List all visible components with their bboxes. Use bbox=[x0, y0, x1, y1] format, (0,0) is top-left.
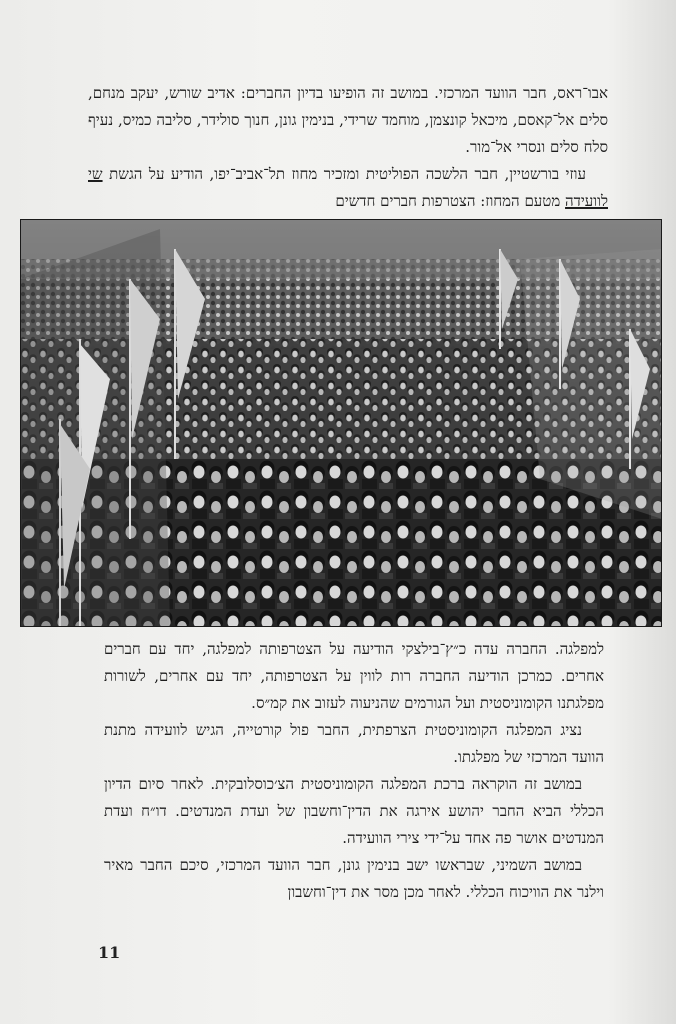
crowd-photo-graphic bbox=[20, 219, 662, 627]
paragraph: אבו־ראס, חבר הוועד המרכזי. במושב זה הופיעו בדיון החברים: אדיב שורש, יעקב מנחם, סלים אל־קאסם, מיכאל קונצמן, מוחמד שרידי, בנימין גונן, חנוך סולידר, סליבה כמיס, נעיף סלח סלים ונסרי אל־מור. bbox=[88, 84, 608, 156]
underlined-phrase: שי לוועידה bbox=[88, 165, 608, 210]
paragraph: נציג המפלגה הקומוניסטית הצרפתית, החבר פול קורטייה, הגיש לוועידה מתנת הוועד המרכזי של מפלגתו. bbox=[104, 721, 604, 766]
crowd-photo bbox=[20, 219, 662, 627]
paragraph-text bbox=[88, 165, 608, 210]
paragraph: במושב זה הוקראה ברכת המפלגה הקומוניסטית הצ׳כוסלובקית. לאחר סיום הדיון הכללי הביא החבר יהושע אירגה את הדין־וחשבון של ועדת המנדטים. דו״ח ועדת המנדטים אושר פה אחד על־ידי צירי הוועידה. bbox=[104, 775, 604, 847]
paragraph: במושב השמיני, שבראשו ישב בנימין גונן, חבר הוועד המרכזי, סיכם החבר מאיר וילנר את הוויכוח הכללי. לאחר מכן מסר את דין־וחשבון bbox=[104, 856, 604, 901]
text-segment: עוזי בורשטיין, חבר הלשכה הפוליטית ומזכיר מחוז תל־אביב־יפו, הודיע על הגשת bbox=[102, 165, 586, 183]
paragraph: למפלגה. החברה עדה כ״ץ־בילצקי הודיעה על הצטרפותה למפלגה, יחד עם חברים אחרים. כמרכן הודיעה החברה רות לווין על הצטרפותה, יחד עם אחרים, לשורות מפלגתנו הקומוניסטית ועל הגורמים שהניעוה לעזוב את קמ״ס. bbox=[104, 640, 604, 712]
text-segment: מטעם המחוז: הצטרפות חברים חדשים bbox=[335, 192, 566, 210]
bottom-text-block bbox=[104, 636, 604, 906]
page-number: 11 bbox=[98, 943, 121, 962]
top-text-block bbox=[88, 80, 608, 215]
paragraph-with-underline bbox=[88, 161, 608, 215]
